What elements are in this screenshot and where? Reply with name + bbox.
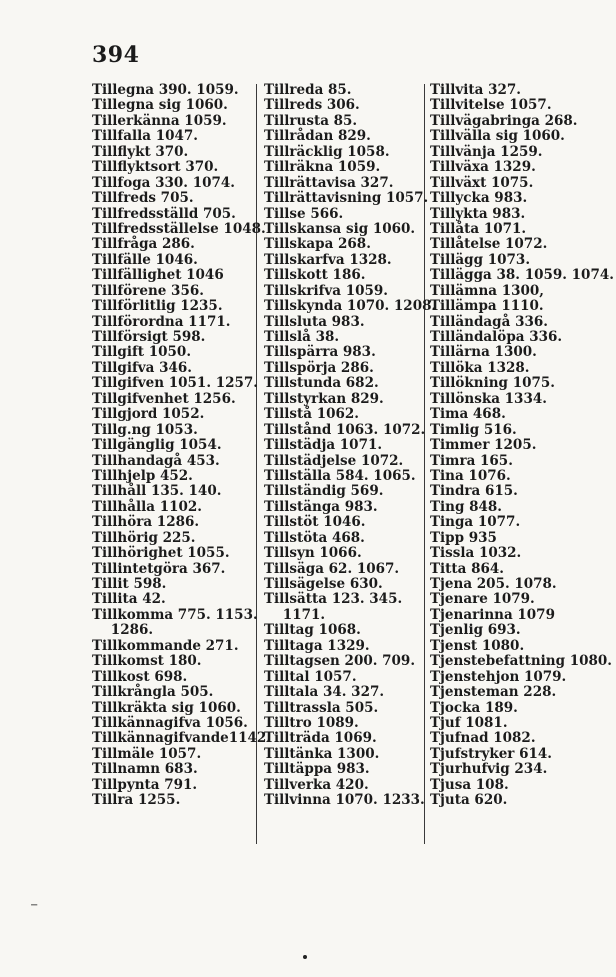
index-entry: Tillfredsställelse 1048.: [92, 220, 266, 237]
index-entry: Tillsäga 62. 1067.: [264, 560, 400, 577]
index-entry: Tillstunda 682.: [264, 375, 379, 392]
index-entry: Tillflyktsort 370.: [92, 159, 219, 176]
index-column-2: [264, 82, 437, 809]
index-entry: Tillgänglig 1054.: [92, 437, 222, 454]
index-entry: Tilltala 34. 327.: [264, 684, 385, 701]
index-entry: Tillgifven 1051. 1257.: [92, 375, 259, 392]
index-entry: Tillvita 327.: [430, 82, 521, 98]
index-entry: Tillgifva 346.: [92, 359, 192, 376]
index-entry: Tillegna 390. 1059.: [92, 82, 239, 98]
index-entry: 1286.: [92, 622, 154, 639]
index-entry: Tilltäppa 983.: [264, 761, 370, 778]
index-entry: Tillägga 38. 1059. 1074.: [430, 267, 614, 284]
index-entry: Tillverka 420.: [264, 776, 369, 793]
index-entry: Tillegna sig 1060.: [92, 97, 228, 114]
index-entry: Tillkost 698.: [92, 668, 188, 685]
index-entry: Tillintetgöra 367.: [92, 560, 226, 577]
index-entry: Tillökning 1075.: [430, 375, 555, 392]
index-entry: Tillstänga 983.: [264, 498, 378, 515]
index-entry: Tjenlig 693.: [430, 622, 521, 639]
index-entry: Tillgifvenhet 1256.: [92, 390, 236, 407]
index-entry: Tillskarfva 1328.: [264, 251, 392, 268]
index-entry: Titta 864.: [430, 560, 504, 577]
index-entry: Tillmäle 1057.: [92, 745, 202, 762]
index-entry: Tillstå 1062.: [264, 406, 359, 423]
index-entry: Tillgift 1050.: [92, 344, 192, 361]
index-entry: Tillhåll 135. 140.: [92, 483, 222, 500]
index-entry: Tillg.ng 1053.: [92, 421, 198, 438]
index-entry: Tillåtelse 1072.: [430, 236, 548, 253]
index-entry: Tillskansa sig 1060.: [264, 220, 416, 237]
index-entry: Tillönska 1334.: [430, 390, 547, 407]
index-entry: Tillit 598.: [92, 576, 167, 592]
index-entry: Tillämpa 1110.: [430, 298, 544, 315]
index-entry: Tillstyrkan 829.: [264, 390, 384, 407]
index-entry: Timra 165.: [430, 452, 513, 469]
index-entry: Tjusa 108.: [430, 776, 509, 793]
index-entry: Tillspärra 983.: [264, 344, 376, 361]
index-entry: Tjenare 1079.: [430, 591, 535, 608]
index-entry: Tillöka 1328.: [430, 359, 530, 376]
index-entry: Tillsägelse 630.: [264, 576, 383, 592]
index-entry: Tillra 1255.: [92, 792, 181, 809]
index-entry: Tillkräkta sig 1060.: [92, 699, 241, 716]
index-entry: Tillåta 1071.: [430, 220, 527, 237]
index-entry: Tillstöt 1046.: [264, 514, 366, 531]
index-entry: Tillägg 1073.: [430, 251, 531, 268]
index-entry: Tillsätta 123. 345.: [264, 591, 403, 608]
index-entry: Tjufnad 1082.: [430, 730, 536, 747]
index-entry: Tissla 1032.: [430, 545, 522, 562]
index-entry: Tilltrassla 505.: [264, 699, 379, 716]
index-entry: Tilländagå 336.: [430, 313, 548, 330]
index-entry: Tillrådan 829.: [264, 128, 371, 145]
index-entry: Tillkomma 775. 1153.: [92, 606, 258, 623]
index-entry: Tillvitelse 1057.: [430, 97, 552, 114]
index-entry: Tillfredsställd 705.: [92, 205, 236, 222]
index-entry: Tjenstebefattning 1080.: [430, 653, 612, 670]
index-entry: Tillämna 1300,: [430, 282, 544, 299]
index-entry: Tillfreds 705.: [92, 190, 194, 207]
index-entry: Tjenarinna 1079: [430, 606, 555, 623]
index-entry: Tillvänja 1259.: [430, 143, 543, 160]
index-entry: Tillrättavisa 327.: [264, 174, 394, 191]
index-entry: Tillärna 1300.: [430, 344, 537, 361]
index-entry: Tillgjord 1052.: [92, 406, 205, 423]
index-entry: Tillhöra 1286.: [92, 514, 200, 531]
index-entry: Tilltaga 1329.: [264, 637, 370, 654]
index-entry: Tillslå 38.: [264, 329, 340, 345]
index-entry: Tilländalöpa 336.: [430, 329, 563, 345]
index-entry: Tillkännagifvande1142.: [92, 730, 271, 747]
index-entry: Tjufstryker 614.: [430, 745, 552, 762]
index-entry: Tjena 205. 1078.: [430, 576, 557, 592]
index-entry: Tillförordna 1171.: [92, 313, 231, 330]
index-entry: Tilltro 1089.: [264, 714, 359, 731]
index-entry: Tillreds 306.: [264, 97, 360, 114]
index-entry: Tjocka 189.: [430, 699, 518, 716]
index-entry: Tjenst 1080.: [430, 637, 525, 654]
index-entry: Tillkommande 271.: [92, 637, 239, 654]
index-entry: Tillträda 1069.: [264, 730, 377, 747]
index-entry: Tillskott 186.: [264, 267, 366, 284]
index-entry: Tillskynda 1070. 1208.: [264, 298, 437, 315]
page-number: 394: [92, 42, 140, 68]
index-entry: Tillräkna 1059.: [264, 159, 381, 176]
index-entry: Tillycka 983.: [430, 190, 528, 207]
index-entry: Tillvägabringa 268.: [430, 112, 578, 129]
index-entry: Tjuta 620.: [430, 792, 508, 809]
index-entry: Tilltal 1057.: [264, 668, 357, 685]
index-column-3: [430, 82, 614, 809]
index-entry: Tipp 935: [430, 529, 497, 546]
printer-dot-icon: [303, 955, 307, 959]
index-entry: Tillräcklig 1058.: [264, 143, 390, 160]
index-entry: Tillspörja 286.: [264, 359, 374, 376]
index-entry: Ting 848.: [430, 498, 503, 515]
index-entry: Tillflykt 370.: [92, 143, 189, 160]
index-entry: Tjurhufvig 234.: [430, 761, 548, 778]
index-entry: Tima 468.: [430, 406, 506, 423]
index-entry: Tillväxt 1075.: [430, 174, 534, 191]
index-entry: Tillvälla sig 1060.: [430, 128, 565, 145]
index-entry: Tillstädja 1071.: [264, 437, 383, 454]
index-entry: Tillhandagå 453.: [92, 452, 220, 469]
index-entry: 1171.: [264, 606, 326, 623]
index-entry: Tillförsigt 598.: [92, 329, 206, 345]
index-entry: Tillstädjelse 1072.: [264, 452, 404, 469]
index-entry: Tilltagsen 200. 709.: [264, 653, 416, 670]
index-entry: Tjenstehjon 1079.: [430, 668, 567, 685]
index-entry: Tilltänka 1300.: [264, 745, 380, 762]
index-entry: Tillständig 569.: [264, 483, 384, 500]
index-entry: Tillfalla 1047.: [92, 128, 198, 145]
index-entry: Tillstöta 468.: [264, 529, 365, 546]
index-entry: Tillfällighet 1046: [92, 267, 224, 284]
index-entry: Tjensteman 228.: [430, 684, 557, 701]
margin-mark-icon: −: [30, 900, 39, 911]
index-entry: Tillvinna 1070. 1233.: [264, 792, 425, 809]
index-entry: Tillhålla 1102.: [92, 498, 202, 515]
index-entry: Tillreda 85.: [264, 82, 352, 98]
index-entry: Tina 1076.: [430, 467, 511, 484]
index-entry: Tillkrångla 505.: [92, 684, 214, 701]
index-entry: Tilltag 1068.: [264, 622, 361, 639]
index-entry: Tillhörig 225.: [92, 529, 196, 546]
index-entry: Tillita 42.: [92, 591, 166, 608]
index-entry: Tillykta 983.: [430, 205, 526, 222]
index-entry: Tillsluta 983.: [264, 313, 365, 330]
index-entry: Tindra 615.: [430, 483, 518, 500]
index-entry: Tillse 566.: [264, 205, 344, 222]
index-entry: Tillrättavisning 1057.: [264, 190, 429, 207]
index-entry: Tillnamn 683.: [92, 761, 198, 778]
index-column-1: [92, 82, 271, 809]
index-entry: Tillväxa 1329.: [430, 159, 536, 176]
index-entry: Timmer 1205.: [430, 437, 537, 454]
index-entry: Tillfälle 1046.: [92, 251, 198, 268]
index-entry: Tillfoga 330. 1074.: [92, 174, 235, 191]
index-entry: Tillkännagifva 1056.: [92, 714, 248, 731]
index-entry: Tillkomst 180.: [92, 653, 202, 670]
index-entry: Tillhörighet 1055.: [92, 545, 230, 562]
index-entry: Tillfråga 286.: [92, 236, 195, 253]
index-entry: Tillskrifva 1059.: [264, 282, 388, 299]
index-entry: Tillställa 584. 1065.: [264, 467, 416, 484]
index-entry: Tillskapa 268.: [264, 236, 371, 253]
index-entry: Timlig 516.: [430, 421, 517, 438]
index-entry: Tillerkänna 1059.: [92, 112, 227, 129]
index-entry: Tillförene 356.: [92, 282, 204, 299]
index-entry: Tillstånd 1063. 1072.: [264, 421, 426, 438]
index-entry: Tillhjelp 452.: [92, 467, 193, 484]
index-entry: Tillförlitlig 1235.: [92, 298, 223, 315]
index-entry: Tillsyn 1066.: [264, 545, 362, 562]
index-entry: Tillrusta 85.: [264, 112, 358, 129]
index-entry: Tjuf 1081.: [430, 714, 508, 731]
index-entry: Tinga 1077.: [430, 514, 521, 531]
index-entry: Tillpynta 791.: [92, 776, 198, 793]
